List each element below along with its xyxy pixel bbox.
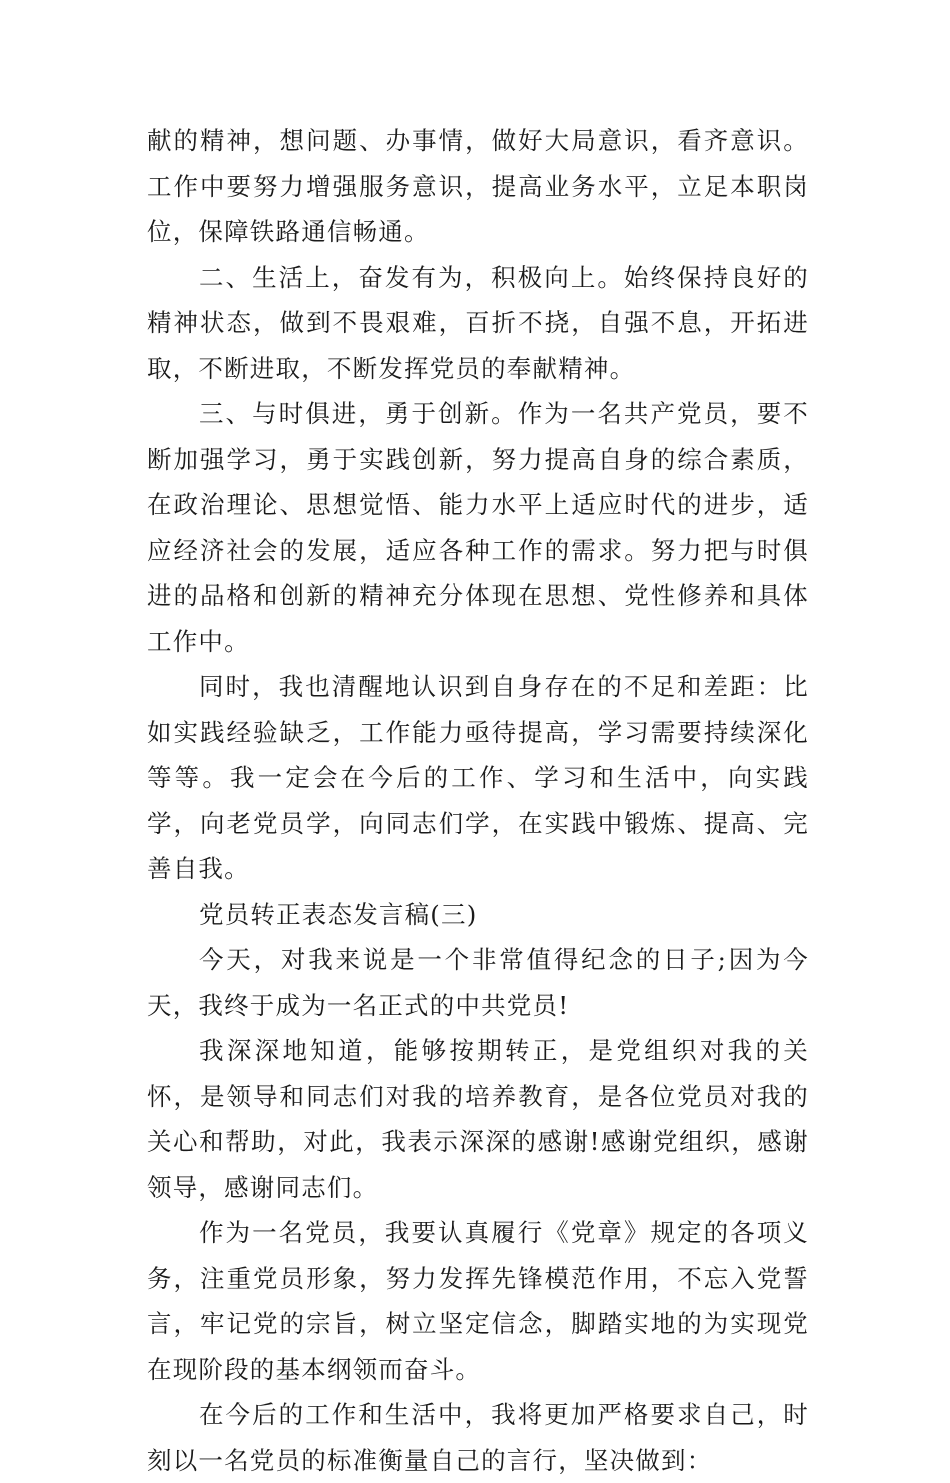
section-heading: 党员转正表态发言稿(三) (199, 899, 478, 929)
paragraph-shortcomings: 同时，我也清醒地认识到自身存在的不足和差距：比如实践经验缺乏，工作能力亟待提高，学习需要持续深化等等。我一定会在今后的工作、学习和生活中，向实践学，向老党员学，向同志们学，在实践中锻炼、提高、完善自我。 (147, 672, 809, 883)
paragraph-continued: 献的精神，想问题、办事情，做好大局意识，看齐意识。工作中要努力增强服务意识，提高业务水平，立足本职岗位，保障铁路通信畅通。 (147, 126, 809, 246)
paragraph-life-attitude: 二、生活上，奋发有为，积极向上。始终保持良好的精神状态，做到不畏艰难，百折不挠，自强不息，开拓进取，不断进取，不断发挥党员的奉献精神。 (147, 262, 809, 383)
paragraph-today: 今天，对我来说是一个非常值得纪念的日子;因为今天，我终于成为一名正式的中共党员! (147, 945, 809, 1020)
paragraph-future: 在今后的工作和生活中，我将更加严格要求自己，时刻以一名党员的标准衡量自己的言行，坚决做到： (147, 1400, 809, 1475)
paragraph-innovation: 三、与时俱进，勇于创新。作为一名共产党员，要不断加强学习，勇于实践创新，努力提高自身的综合素质，在政治理论、思想觉悟、能力水平上适应时代的进步，适应经济社会的发展，适应各种工作的需求。努力把与时俱进的品格和创新的精神充分体现在思想、党性修养和具体工作中。 (147, 399, 809, 656)
document-body (147, 118, 809, 1483)
paragraph-gratitude: 我深深地知道，能够按期转正，是党组织对我的关怀，是领导和同志们对我的培养教育，是各位党员对我的关心和帮助，对此，我表示深深的感谢!感谢党组织，感谢领导，感谢同志们。 (147, 1036, 809, 1202)
paragraph-duties: 作为一名党员，我要认真履行《党章》规定的各项义务，注重党员形象，努力发挥先锋模范作用，不忘入党誓言，牢记党的宗旨，树立坚定信念，脚踏实地的为实现党在现阶段的基本纲领而奋斗。 (147, 1218, 809, 1384)
